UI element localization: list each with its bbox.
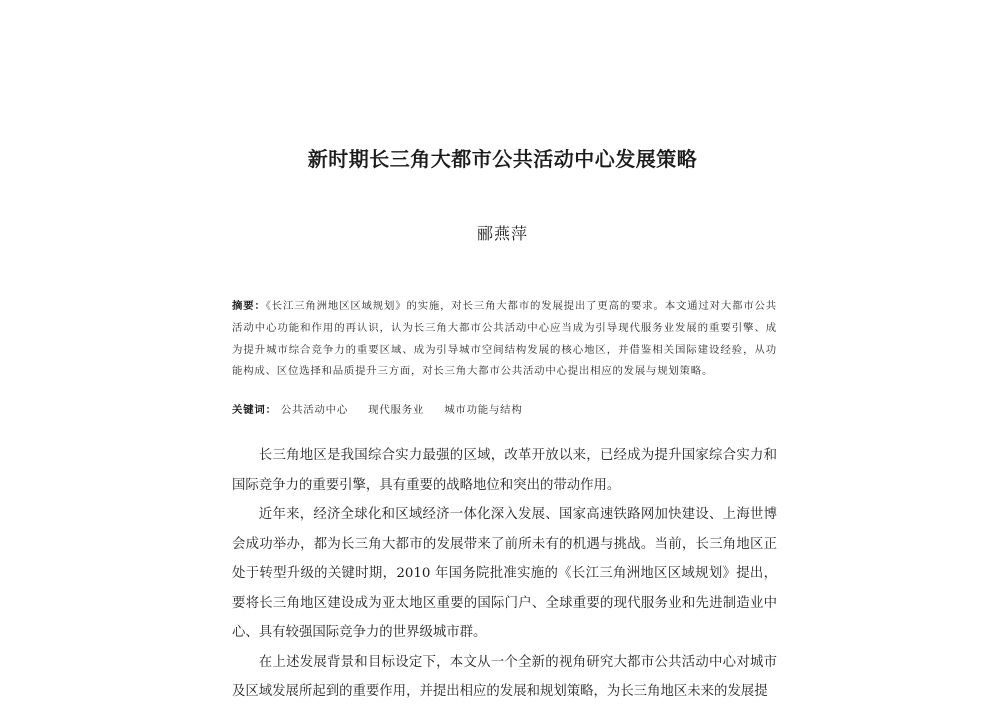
author-name: 郦燕萍 xyxy=(476,224,528,243)
keyword-item: 城市功能与结构 xyxy=(444,404,523,416)
body-paragraph: 长三角地区是我国综合实力最强的区域，改革开放以来，已经成为提升国家综合实力和国际竞争力的重要引擎，具有重要的战略地位和突出的带动作用。 xyxy=(232,448,777,493)
keywords-label: 关键词： xyxy=(232,404,277,416)
body-text xyxy=(232,441,777,707)
body-paragraph: 近年来，经济全球化和区域经济一体化深入发展、国家高速铁路网加快建设、上海世博会成功举办，都为长三角大都市的发展带来了前所未有的机遇与挑战。当前，长三角地区正处于转型升级的关键时期，2010 年国务院批准实施的《长江三角洲地区区域规划》提出，要将长三角地区建设成为亚太地区重要的国际门户、全球重要的现代服务业和先进制造业中心、具有较强国际竞争力的世界级城市群。 xyxy=(232,507,777,640)
keywords xyxy=(232,401,777,419)
abstract-label: 摘要： xyxy=(232,300,266,312)
abstract-text: 《长江三角洲地区区域规划》的实施，对长三角大都市的发展提出了更高的要求。本文通过对大都市公共活动中心功能和作用的再认识，认为长三角大都市公共活动中心应当成为引导现代服务业发展的重要引擎、成为提升城市综合竞争力的重要区域、成为引导城市空间结构发展的核心地区，并借鉴相关国际建设经验，从功能构成、区位选择和品质提升三方面，对长三角大都市公共活动中心提出相应的发展与规划策略。 xyxy=(232,300,777,378)
keyword-item: 公共活动中心 xyxy=(280,404,349,416)
body-paragraph: 在上述发展背景和目标设定下，本文从一个全新的视角研究大都市公共活动中心对城市及区域发展所起到的重要作用，并提出相应的发展和规划策略，为长三角地区未来的发展提 xyxy=(232,654,777,699)
abstract xyxy=(232,296,777,383)
keyword-item: 现代服务业 xyxy=(368,404,425,416)
paper-title: 新时期长三角大都市公共活动中心发展策略 xyxy=(307,147,698,171)
